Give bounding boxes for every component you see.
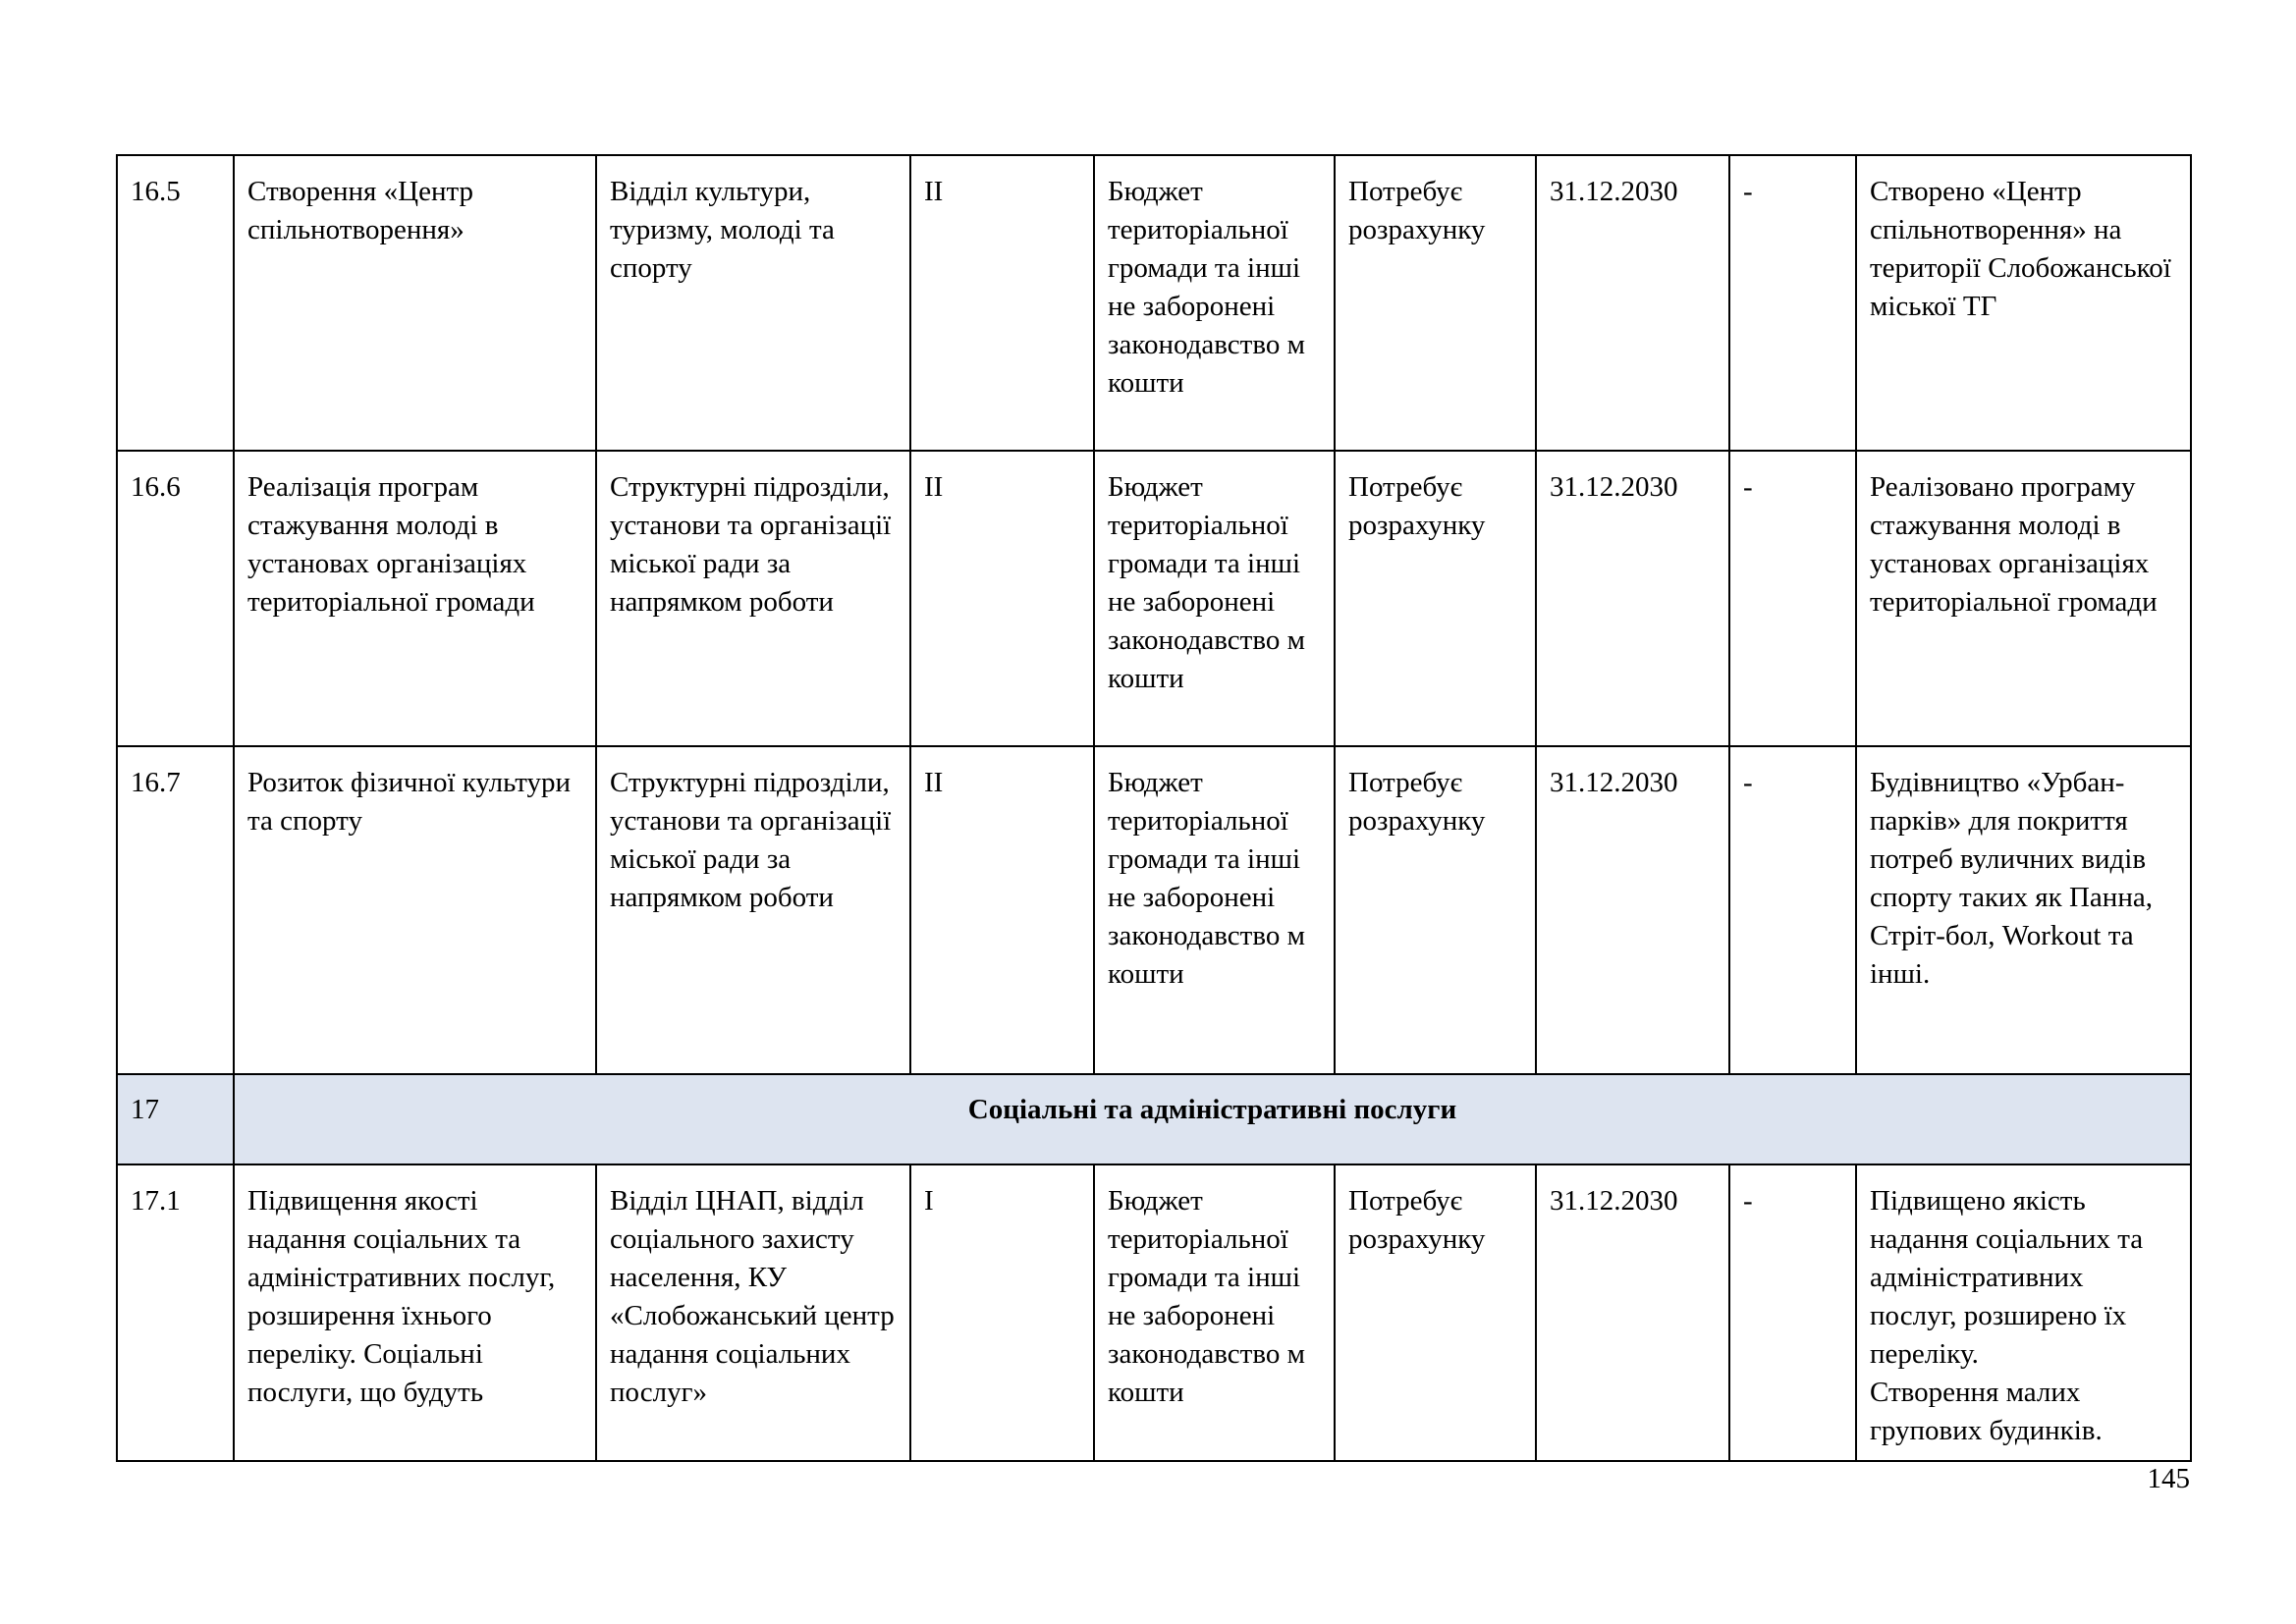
result-cell: Реалізовано програму стажування молоді в установах організаціях територіальної громади bbox=[1856, 451, 2191, 746]
executor-cell: Структурні підрозділи, установи та організації міської ради за напрямком роботи bbox=[596, 451, 910, 746]
dash-cell: - bbox=[1729, 451, 1856, 746]
section-number: 17 bbox=[117, 1074, 234, 1164]
funding-source-cell: Бюджет територіальної громади та інші не заборонені законодавство м кошти bbox=[1094, 155, 1335, 451]
measure-cell: Реалізація програм стажування молоді в установах організаціях територіальної громади bbox=[234, 451, 596, 746]
section-header-row bbox=[117, 1074, 2191, 1164]
dash-cell: - bbox=[1729, 155, 1856, 451]
row-number: 16.5 bbox=[117, 155, 234, 451]
executor-cell: Відділ ЦНАП, відділ соціального захисту населення, КУ «Слобожанський центр надання соціальних послуг» bbox=[596, 1164, 910, 1461]
measure-cell: Підвищення якості надання соціальних та адміністративних послуг, розширення їхнього переліку. Соціальні послуги, що будуть bbox=[234, 1164, 596, 1461]
cost-cell: Потребує розрахунку bbox=[1335, 155, 1536, 451]
funding-source-cell: Бюджет територіальної громади та інші не заборонені законодавство м кошти bbox=[1094, 1164, 1335, 1461]
dash-cell: - bbox=[1729, 746, 1856, 1074]
result-text: Підвищено якість надання соціальних та адміністративних послуг, розширено їх переліку. bbox=[1870, 1185, 2144, 1370]
priority-cell: ІІ bbox=[910, 451, 1094, 746]
result-cell bbox=[1856, 1164, 2191, 1461]
measure-cell: Розиток фізичної культури та спорту bbox=[234, 746, 596, 1074]
executor-cell: Відділ культури, туризму, молоді та спорту bbox=[596, 155, 910, 451]
executor-cell: Структурні підрозділи, установи та організації міської ради за напрямком роботи bbox=[596, 746, 910, 1074]
measure-cell: Створення «Центр спільнотворення» bbox=[234, 155, 596, 451]
result-cell: Будівництво «Урбан-парків» для покриття потреб вуличних видів спорту таких як Панна, Стріт-бол, Workout та інші. bbox=[1856, 746, 2191, 1074]
dash-cell: - bbox=[1729, 1164, 1856, 1461]
deadline-cell: 31.12.2030 bbox=[1536, 746, 1729, 1074]
cost-cell: Потребує розрахунку bbox=[1335, 746, 1536, 1074]
row-number: 16.6 bbox=[117, 451, 234, 746]
section-title: Соціальні та адміністративні послуги bbox=[234, 1074, 2191, 1164]
priority-cell: І bbox=[910, 1164, 1094, 1461]
deadline-cell: 31.12.2030 bbox=[1536, 451, 1729, 746]
table-row bbox=[117, 746, 2191, 1074]
result-text: Створення малих групових будинків. bbox=[1870, 1377, 2103, 1446]
page-number: 145 bbox=[2147, 1463, 2190, 1494]
funding-source-cell: Бюджет територіальної громади та інші не заборонені законодавство м кошти bbox=[1094, 746, 1335, 1074]
cost-cell: Потребує розрахунку bbox=[1335, 1164, 1536, 1461]
result-cell: Створено «Центр спільнотворення» на території Слобожанської міської ТГ bbox=[1856, 155, 2191, 451]
priority-cell: ІІ bbox=[910, 155, 1094, 451]
deadline-cell: 31.12.2030 bbox=[1536, 155, 1729, 451]
funding-source-cell: Бюджет територіальної громади та інші не заборонені законодавство м кошти bbox=[1094, 451, 1335, 746]
priority-cell: ІІ bbox=[910, 746, 1094, 1074]
deadline-cell: 31.12.2030 bbox=[1536, 1164, 1729, 1461]
cost-cell: Потребує розрахунку bbox=[1335, 451, 1536, 746]
measures-table bbox=[116, 154, 2192, 1462]
row-number: 16.7 bbox=[117, 746, 234, 1074]
table-row bbox=[117, 1164, 2191, 1461]
row-number: 17.1 bbox=[117, 1164, 234, 1461]
table-row bbox=[117, 451, 2191, 746]
table-row bbox=[117, 155, 2191, 451]
